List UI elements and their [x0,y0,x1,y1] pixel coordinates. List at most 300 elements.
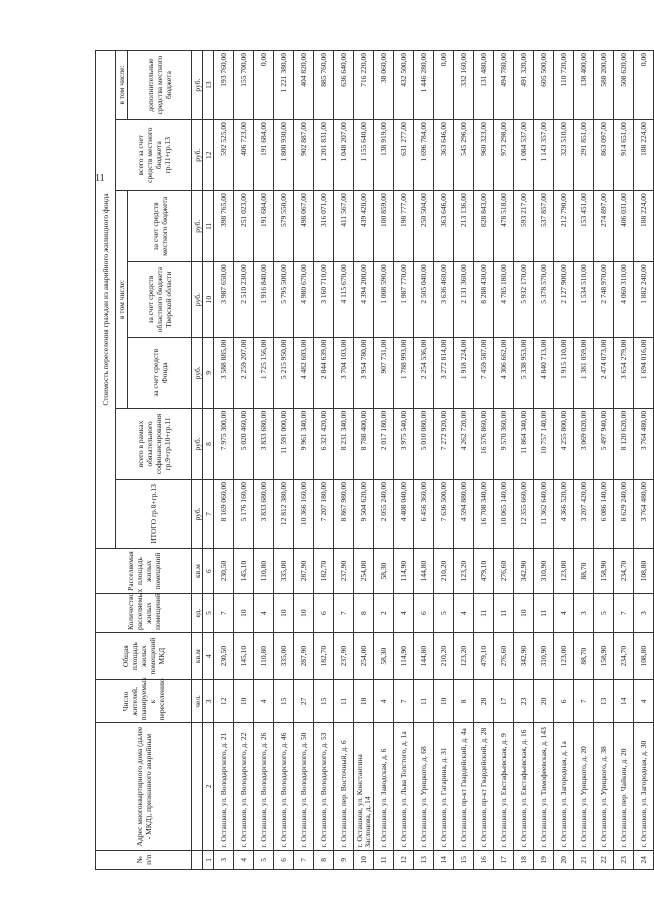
cell-resettle-area: 144,80 [414,548,434,593]
cell-local: 411 567,00 [334,191,354,262]
cell-resettle-area: 158,90 [594,548,614,593]
cell-itogo: 3 833 680,00 [254,479,274,548]
cell-no: 9 [334,850,354,869]
table-row [454,51,474,870]
cell-residents: 7 [574,680,594,723]
table-row [214,51,234,870]
unit-cell [192,850,203,869]
cell-total-area: 287,90 [294,632,314,679]
cell-itogo: 8 629 240,00 [614,479,634,548]
index-cell: 12 [203,120,214,191]
cell-fund: 5 215 950,00 [274,337,294,408]
cell-resettle-area: 276,60 [494,548,514,593]
cell-residents: 4 [254,680,274,723]
cell-no: 16 [474,850,494,869]
cell-no: 11 [374,850,394,869]
index-cell: 1 [203,850,214,869]
cell-local: 251 023,00 [234,191,254,262]
unit-cell: руб. [192,408,203,479]
cell-total-area: 237,90 [334,632,354,679]
cell-fund: 2 474 073,00 [594,337,614,408]
table-row [534,51,554,870]
cell-fund: 7 459 587,00 [474,337,494,408]
cell-residents: 14 [614,680,634,723]
table-row [394,51,414,870]
cell-regional: 1 882 240,00 [634,262,654,337]
cell-cofin: 3 069 020,00 [574,408,594,479]
cell-additional: 588 200,00 [594,51,614,120]
cell-itogo: 10 366 160,00 [294,479,314,548]
cell-address: г. Осташков, ул. Загородная, д. 30 [634,723,654,850]
table-row [274,51,294,870]
cell-additional: 605 500,00 [534,51,554,120]
cell-resettle-area: 145,10 [234,548,254,593]
cell-cofin: 5 010 080,00 [414,408,434,479]
cell-residents: 11 [414,680,434,723]
cell-itogo: 12 355 660,00 [514,479,534,548]
cell-resettle-area: 182,70 [314,548,334,593]
header-local: за счет средств местного бюджета [128,191,192,262]
cell-no: 14 [434,850,454,869]
cell-cofin: 9 570 360,00 [494,408,514,479]
cell-count: 11 [474,594,494,633]
table-row [374,51,394,870]
cell-cofin: 11 864 340,00 [514,408,534,479]
cell-count: 8 [354,594,374,633]
unit-cell: руб. [192,479,203,548]
cell-local: 439 420,00 [354,191,374,262]
cell-fund: 907 731,00 [374,337,394,408]
cell-fund: 5 338 953,00 [514,337,534,408]
column-index-row [203,51,214,870]
cell-count: 4 [254,594,274,633]
header-cost-group: Стоимость переселения граждан из аварийного жилищного фонда [96,51,116,549]
cell-total-area: 335,00 [274,632,294,679]
cell-itogo: 16 708 340,00 [474,479,494,548]
cell-fund: 3 654 279,00 [614,337,634,408]
cell-residents: 18 [354,680,374,723]
cell-residents: 17 [494,680,514,723]
cell-fund: 4 840 713,00 [534,337,554,408]
cell-local: 579 550,00 [274,191,294,262]
resettlement-table [95,50,654,870]
cell-total-area: 310,90 [534,632,554,679]
cell-fund: 3 704 103,00 [334,337,354,408]
cell-local-total: 1 048 207,00 [334,120,354,191]
cell-address: г. Осташков, ул. Евстафьевская, д. 16 [514,723,534,850]
cell-local: 212 790,00 [554,191,574,262]
cell-cofin: 4 255 800,00 [554,408,574,479]
cell-fund: 4 306 662,00 [494,337,514,408]
header-residents: Число жителей, планируемых к переселению [96,680,192,723]
cell-no: 10 [354,850,374,869]
index-cell: 7 [203,479,214,548]
cell-itogo: 4 594 880,00 [454,479,474,548]
cell-address: г. Осташков, ул. Константина Заслонова, д. 14 [354,723,374,850]
cell-additional: 404 820,00 [294,51,314,120]
cell-itogo: 2 055 240,00 [374,479,394,548]
cell-regional: 8 288 430,00 [474,262,494,337]
header-no: № п/п [96,850,192,869]
cell-resettle-area: 88,70 [574,548,594,593]
cell-cofin: 6 321 420,00 [314,408,334,479]
cell-residents: 7 [394,680,414,723]
cell-no: 8 [314,850,334,869]
unit-cell: руб. [192,191,203,262]
header-total-area: Общая площадь жилых помещений МКД [96,632,192,679]
index-cell: 5 [203,594,214,633]
cell-regional: 1 987 770,00 [394,262,414,337]
cell-regional: 3 160 710,00 [314,262,334,337]
cell-residents: 10 [234,680,254,723]
cell-local: 188 224,00 [634,191,654,262]
cell-local: 274 897,00 [594,191,614,262]
cell-additional: 636 640,00 [334,51,354,120]
cell-local: 398 765,00 [214,191,234,262]
cell-address: г. Осташков, ул. Володарского, д. 53 [314,723,334,850]
header-including: в том числе: [116,191,128,409]
cell-resettle-area: 335,00 [274,548,294,593]
table-row [634,51,654,870]
unit-cell: руб. [192,51,203,120]
cell-additional: 0,00 [434,51,454,120]
cell-total-area: 182,70 [314,632,334,679]
cell-fund: 1 918 224,00 [454,337,474,408]
cell-count: 10 [294,594,314,633]
cell-fund: 1 694 016,00 [634,337,654,408]
cell-itogo: 3 207 420,00 [574,479,594,548]
cell-address: г. Осташков, ул. Льва Толстого, д. 1а [394,723,414,850]
cell-total-area: 254,00 [354,632,374,679]
cell-itogo: 6 456 360,00 [414,479,434,548]
cell-additional: 1 446 280,00 [414,51,434,120]
cell-regional: 3 636 460,00 [434,262,454,337]
header-resettle-area: Расселяемая площадь жилых помещений [96,548,192,593]
cell-cofin: 2 017 180,00 [374,408,394,479]
cell-cofin: 10 757 140,00 [534,408,554,479]
cell-total-area: 123,00 [554,632,574,679]
cell-fund: 2 259 207,00 [234,337,254,408]
cell-address: г. Осташков, ул. Володарского, д. 46 [274,723,294,850]
cell-total-area: 114,90 [394,632,414,679]
cell-resettle-area: 234,70 [614,548,634,593]
cell-fund: 1 381 059,00 [574,337,594,408]
header-address: Адрес многоквартирного дома (далее - МКД), признанного аварийным [96,723,192,850]
cell-address: г. Осташков, ул. Урицкого, д. 38 [594,723,614,850]
cell-cofin: 3 833 680,00 [254,408,274,479]
cell-total-area: 145,10 [234,632,254,679]
cell-additional: 885 760,00 [314,51,334,120]
cell-itogo: 4 408 040,00 [394,479,414,548]
table-row [314,51,334,870]
index-cell: 10 [203,262,214,337]
cell-address: г. Осташков, ул. Урицкого, д. 20 [574,723,594,850]
header-cofin: всего в рамках обязательного софинансирования гр.9+гр.10+гр.11 [116,408,192,479]
cell-total-area: 88,70 [574,632,594,679]
cell-residents: 28 [474,680,494,723]
cell-local: 250 504,00 [414,191,434,262]
cell-no: 3 [214,850,234,869]
cell-cofin: 4 262 720,00 [454,408,474,479]
cell-fund: 2 254 536,00 [414,337,434,408]
cell-count: 10 [234,594,254,633]
unit-cell [192,723,203,850]
cell-cofin: 3 975 540,00 [394,408,414,479]
cell-cofin: 3 764 480,00 [634,408,654,479]
cell-local-total: 545 296,00 [454,120,474,191]
cell-residents: 11 [334,680,354,723]
cell-residents: 10 [434,680,454,723]
cell-local: 213 136,00 [454,191,474,262]
cell-total-area: 58,30 [374,632,394,679]
cell-no: 13 [414,850,434,869]
cell-resettle-area: 310,90 [534,548,554,593]
cell-fund: 1 915 110,00 [554,337,574,408]
cell-address: г. Осташков, пер. Восточный, д. 6 [334,723,354,850]
cell-resettle-area: 123,00 [554,548,574,593]
cell-address: г. Осташков, ул. Загородная, д. 1а [554,723,574,850]
cell-regional: 4 980 670,00 [294,262,314,337]
cell-additional: 110 720,00 [554,51,574,120]
header-including2: в том числе: [116,51,128,120]
cell-count: 7 [614,594,634,633]
cell-local-total: 291 851,00 [574,120,594,191]
cell-cofin: 7 975 300,00 [214,408,234,479]
cell-regional: 5 378 570,00 [534,262,554,337]
index-cell: 11 [203,191,214,262]
cell-count: 5 [434,594,454,633]
cell-address: г. Осташков, ул. Володарского, д. 50 [294,723,314,850]
cell-count: 7 [214,594,234,633]
cell-residents: 15 [314,680,334,723]
cell-itogo: 3 764 480,00 [634,479,654,548]
page-number: 11 [95,173,105,184]
header-itogo: ИТОГО гр.8+гр.13 [116,479,192,548]
cell-local: 406 031,00 [614,191,634,262]
cell-cofin: 8 788 400,00 [354,408,374,479]
unit-cell: кв.м [192,632,203,679]
cell-local-total: 863 097,00 [594,120,614,191]
header-count: Количество расселяемых жилых помещений [96,594,192,633]
cell-cofin: 8 231 340,00 [334,408,354,479]
cell-no: 7 [294,850,314,869]
cell-regional: 4 060 310,00 [614,262,634,337]
cell-address: г. Осташков, пер. Чайкин, д. 20 [614,723,634,850]
cell-count: 10 [514,594,534,633]
cell-local-total: 902 887,00 [294,120,314,191]
cell-local-total: 1 155 640,00 [354,120,374,191]
cell-address: г. Осташков, пр-кт Гвардейский, д. 4а [454,723,474,850]
cell-cofin: 16 576 860,00 [474,408,494,479]
cell-count: 3 [634,594,654,633]
cell-total-area: 108,80 [634,632,654,679]
cell-total-area: 123,20 [454,632,474,679]
cell-itogo: 12 812 380,00 [274,479,294,548]
cell-address: г. Осташков, ул. Заводская, д. 6 [374,723,394,850]
table-row [434,51,454,870]
cell-local: 363 646,00 [434,191,454,262]
cell-regional: 1 534 510,00 [574,262,594,337]
index-cell: 6 [203,548,214,593]
cell-address: г. Осташков, ул. Урицкого, д. 68 [414,723,434,850]
cell-additional: 432 500,00 [394,51,414,120]
cell-local-total: 1 143 357,00 [534,120,554,191]
cell-count: 6 [314,594,334,633]
cell-total-area: 110,80 [254,632,274,679]
cell-residents: 13 [594,680,614,723]
cell-resettle-area: 110,80 [254,548,274,593]
cell-itogo: 7 636 500,00 [434,479,454,548]
cell-count: 10 [274,594,294,633]
cell-count: 3 [574,594,594,633]
unit-cell: чел. [192,680,203,723]
cell-itogo: 9 504 620,00 [354,479,374,548]
cell-cofin: 11 591 000,00 [274,408,294,479]
cell-itogo: 8 867 980,00 [334,479,354,548]
cell-no: 4 [234,850,254,869]
table-row [554,51,574,870]
cell-count: 2 [374,594,394,633]
header-additional: дополнительные средства местного бюджета [128,51,192,120]
header-fund: за счет средств Фонда [128,337,192,408]
cell-count: 4 [454,594,474,633]
table-row [474,51,494,870]
cell-count: 7 [334,594,354,633]
cell-cofin: 5 020 460,00 [234,408,254,479]
cell-regional: 2 510 230,00 [234,262,254,337]
cell-local: 498 067,00 [294,191,314,262]
cell-residents: 15 [274,680,294,723]
cell-resettle-area: 230,50 [214,548,234,593]
cell-address: г. Осташков, ул. Тимофеевская, д. 143 [534,723,554,850]
cell-cofin: 9 961 340,00 [294,408,314,479]
cell-no: 19 [534,850,554,869]
cell-local-total: 323 510,00 [554,120,574,191]
cell-local-total: 960 323,00 [474,120,494,191]
cell-residents: 6 [554,680,574,723]
cell-residents: 4 [374,680,394,723]
cell-additional: 193 760,00 [214,51,234,120]
cell-total-area: 158,90 [594,632,614,679]
cell-residents: 27 [294,680,314,723]
cell-no: 22 [594,850,614,869]
cell-total-area: 342,90 [514,632,534,679]
cell-regional: 5 932 170,00 [514,262,534,337]
cell-itogo: 10 065 140,00 [494,479,514,548]
cell-total-area: 210,20 [434,632,454,679]
cell-regional: 2 131 360,00 [454,262,474,337]
rotated-page [95,50,648,870]
cell-local: 593 217,00 [514,191,534,262]
cell-no: 20 [554,850,574,869]
cell-local: 191 684,00 [254,191,274,262]
table-row [254,51,274,870]
cell-address: г. Осташков, пр-кт Гвардейский, д. 28 [474,723,494,850]
cell-address: г. Осташков, ул. Володарского, д. 21 [214,723,234,850]
cell-address: г. Осташков, ул. Володарского, д. 22 [234,723,254,850]
cell-address: г. Осташков, ул. Володарского, д. 26 [254,723,274,850]
cell-regional: 3 987 650,00 [214,262,234,337]
cell-itogo: 7 207 180,00 [314,479,334,548]
cell-total-area: 234,70 [614,632,634,679]
cell-resettle-area: 210,20 [434,548,454,593]
cell-additional: 0,00 [634,51,654,120]
cell-count: 4 [554,594,574,633]
cell-additional: 138 400,00 [574,51,594,120]
cell-no: 23 [614,850,634,869]
table-row [574,51,594,870]
table-row [514,51,534,870]
cell-count: 11 [534,594,554,633]
cell-resettle-area: 108,80 [634,548,654,593]
cell-local-total: 1 201 831,00 [314,120,334,191]
cell-fund: 1 788 993,00 [394,337,414,408]
cell-resettle-area: 237,90 [334,548,354,593]
cell-local: 198 777,00 [394,191,414,262]
cell-local-total: 631 277,00 [394,120,414,191]
cell-local-total: 363 646,00 [434,120,454,191]
unit-cell: руб. [192,262,203,337]
cell-residents: 23 [514,680,534,723]
cell-regional: 1 916 840,00 [254,262,274,337]
cell-residents: 8 [454,680,474,723]
table-row [234,51,254,870]
cell-local: 478 518,00 [494,191,514,262]
table-row [354,51,374,870]
cell-local-total: 914 651,00 [614,120,634,191]
cell-additional: 0,00 [254,51,274,120]
unit-cell: руб. [192,120,203,191]
cell-itogo: 8 169 060,00 [214,479,234,548]
cell-local: 100 859,00 [374,191,394,262]
cell-local: 537 857,00 [534,191,554,262]
cell-additional: 155 700,00 [234,51,254,120]
cell-fund: 1 725 156,00 [254,337,274,408]
cell-local-total: 1 084 537,00 [514,120,534,191]
cell-local-total: 973 298,00 [494,120,514,191]
cell-total-area: 479,10 [474,632,494,679]
cell-additional: 716 220,00 [354,51,374,120]
header-regional: за счет средств областного бюджета Тверской области [128,262,192,337]
cell-fund: 2 844 639,00 [314,337,334,408]
cell-resettle-area: 123,20 [454,548,474,593]
table-row [334,51,354,870]
cell-local-total: 1 696 784,00 [414,120,434,191]
cell-itogo: 5 176 160,00 [234,479,254,548]
cell-resettle-area: 254,00 [354,548,374,593]
cell-residents: 4 [634,680,654,723]
cell-itogo: 4 366 520,00 [554,479,574,548]
cell-additional: 332 160,00 [454,51,474,120]
cell-local-total: 1 800 930,00 [274,120,294,191]
cell-no: 15 [454,850,474,869]
index-cell: 3 [203,680,214,723]
cell-regional: 4 785 180,00 [494,262,514,337]
table-row [414,51,434,870]
cell-regional: 2 505 040,00 [414,262,434,337]
cell-local: 828 843,00 [474,191,494,262]
cell-resettle-area: 342,90 [514,548,534,593]
cell-count: 11 [494,594,514,633]
cell-fund: 3 272 814,00 [434,337,454,408]
cell-itogo: 11 362 640,00 [534,479,554,548]
cell-no: 17 [494,850,514,869]
cell-fund: 4 482 603,00 [294,337,314,408]
cell-residents: 20 [534,680,554,723]
cell-address: г. Осташков, ул. Евстафьевская, д. 9 [494,723,514,850]
cell-resettle-area: 479,10 [474,548,494,593]
cell-regional: 2 127 900,00 [554,262,574,337]
